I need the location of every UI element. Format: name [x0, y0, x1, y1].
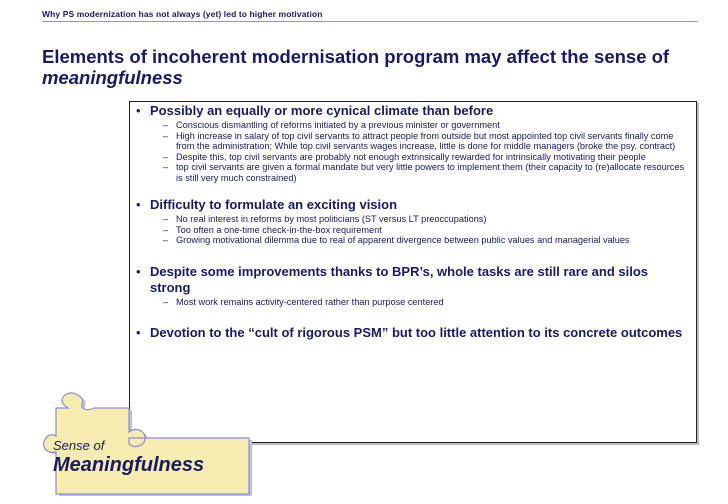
sub-bullet: – High increase in salary of top civil servants to attract people from outside but most appointed top civil servants finally come from the administration; While top civil servants wages increase, little is done for middle managers (broke the psy. contract) [163, 130, 676, 151]
bullet-heading: Possibly an equally or more cynical climate than before [150, 103, 494, 118]
sub-bullet-text: top civil servants are given a formal mandate but very little powers to implement them (their capacity to (re)allocate resources is still very much constrained) [176, 162, 685, 183]
bullet-heading: Devotion to the “cult of rigorous PSM” but too little attention to its concrete outcomes [150, 325, 683, 340]
bullet-item [136, 325, 692, 341]
slide-title [42, 46, 702, 88]
sub-bullet-text: Growing motivational dilemma due to real of apparent divergence between public values and managerial values [176, 235, 630, 245]
header-divider [42, 21, 698, 22]
sub-bullet: – Conscious dismantling of reforms initiated by a previous minister or government [163, 120, 500, 130]
bullet-item [136, 197, 692, 246]
sub-bullet-text: Conscious dismantling of reforms initiated by a previous minister or government [176, 120, 500, 130]
bullet-dot: • [136, 103, 141, 118]
sub-bullet: – top civil servants are given a formal mandate but very little powers to implement them (their capacity to (re)allocate resources is still very much constrained) [163, 162, 685, 183]
sub-bullet-list [150, 214, 692, 246]
sub-bullet-list [150, 297, 692, 308]
sub-bullet-text: No real interest in reforms by most politicians (ST versus LT preoccupations) [176, 214, 487, 224]
title-line-1: Elements of incoherent modernisation program may affect the sense of [42, 46, 670, 67]
sub-bullet: – No real interest in reforms by most politicians (ST versus LT preoccupations) [163, 214, 487, 224]
section-kicker: Why PS modernization has not always (yet) led to higher motivation [42, 9, 323, 19]
bullet-dot: • [136, 263, 141, 279]
sub-bullet-text: High increase in salary of top civil servants to attract people from outside but most appointed top civil servants finally come from the administration; While top civil servants wages increase, little is done for middle managers (broke the psy. contract) [176, 130, 676, 151]
puzzle-label-small: Sense of [53, 438, 105, 453]
sub-bullet: – Growing motivational dilemma due to real of apparent divergence between public values and managerial values [163, 235, 630, 245]
sub-bullet-text: Most work remains activity-centered rather than purpose centered [176, 296, 444, 307]
sub-bullet: – Most work remains activity-centered rather than purpose centered [163, 296, 444, 307]
sub-bullet-text: Too often a one-time check-in-the-box requirement [176, 224, 382, 235]
bullet-heading: Difficulty to formulate an exciting vision [150, 197, 398, 212]
title-line-2: meaningfulness [42, 67, 183, 88]
bullet-dot: • [136, 197, 141, 212]
sub-bullet: – Despite this, top civil servants are probably not enough extrinsically rewarded for intrinsically motivating their people [163, 151, 646, 162]
sub-bullet: – Too often a one-time check-in-the-box requirement [163, 224, 382, 235]
bullet-list [136, 103, 692, 355]
bullet-dot: • [136, 325, 141, 340]
bullet-item [136, 264, 692, 308]
sub-bullet-text: Despite this, top civil servants are probably not enough extrinsically rewarded for intrinsically motivating their people [176, 151, 646, 162]
bullet-heading: Despite some improvements thanks to BPR’s, whole tasks are still rare and silos strong [150, 263, 649, 295]
bullet-item [136, 103, 692, 183]
sub-bullet-list [150, 120, 692, 183]
puzzle-label-big: Meaningfulness [53, 454, 205, 476]
